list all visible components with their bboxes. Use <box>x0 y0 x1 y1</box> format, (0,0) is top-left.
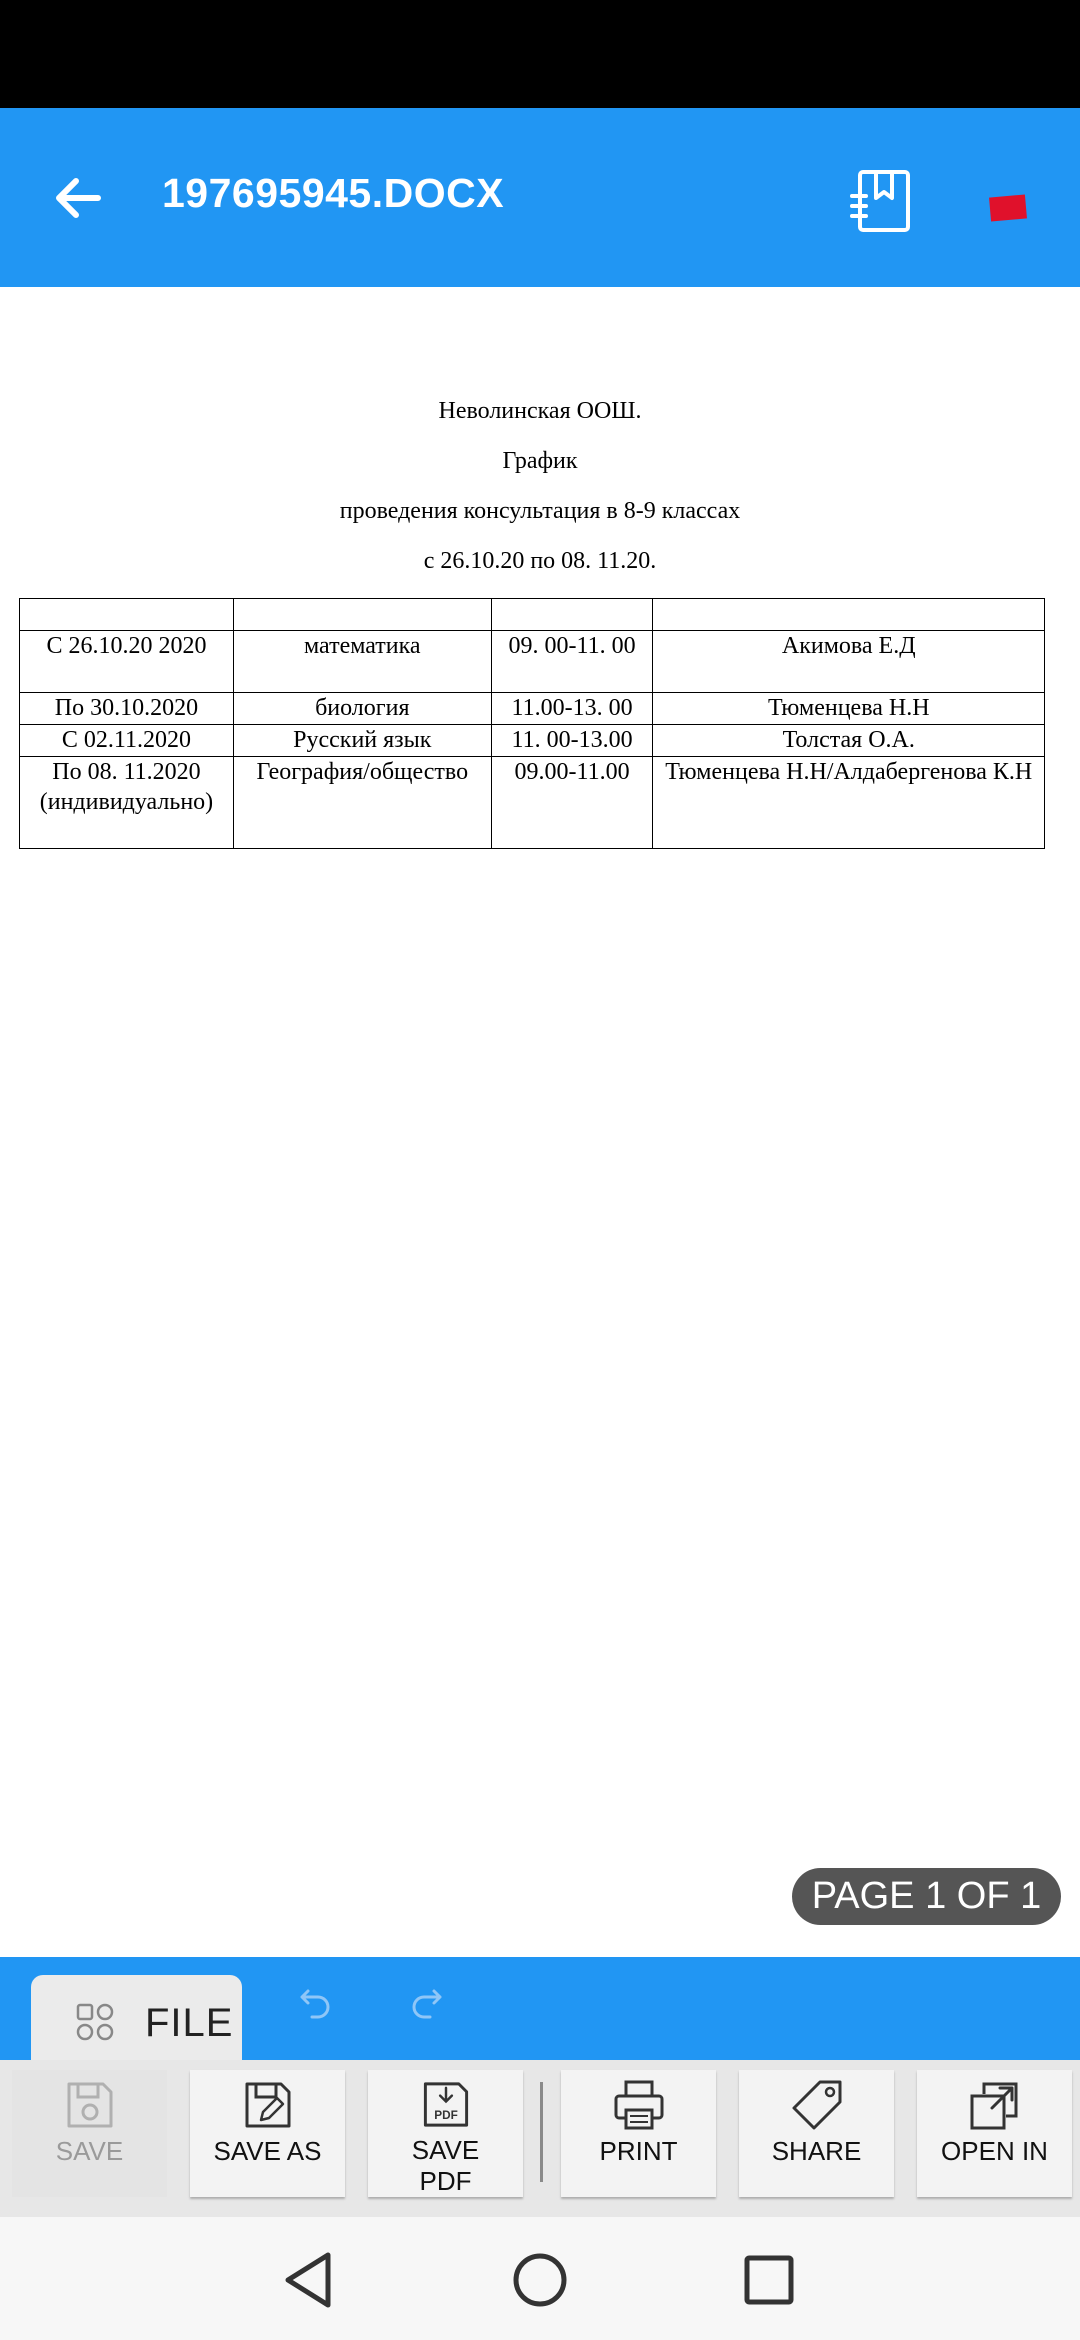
bookmark-list-icon <box>846 166 918 238</box>
table-cell <box>491 599 653 631</box>
app-bar <box>0 108 1080 287</box>
table-cell: С 26.10.20 2020 <box>20 631 234 693</box>
open-in-label: OPEN IN <box>941 2136 1048 2166</box>
nav-back-icon[interactable] <box>274 2245 344 2315</box>
table-cell <box>20 599 234 631</box>
table-row <box>20 757 1045 849</box>
table-cell: 11.00-13. 00 <box>491 693 653 725</box>
nav-home-icon[interactable] <box>505 2245 575 2315</box>
table-cell: Тюменцева Н.Н <box>653 693 1045 725</box>
table-cell: По 08. 11.2020 (индивидуально) <box>20 757 234 849</box>
redo-icon[interactable] <box>406 1981 446 2021</box>
print-label: PRINT <box>599 2136 678 2166</box>
table-cell <box>233 599 491 631</box>
doc-subheading: проведения консультация в 8-9 классах <box>339 498 741 524</box>
nav-recents-icon[interactable] <box>734 2245 804 2315</box>
doc-heading: График <box>502 448 578 474</box>
tab-bar <box>0 1957 1080 2060</box>
back-button[interactable] <box>38 158 118 238</box>
table-cell: География/общество <box>233 757 491 849</box>
table-cell: Тюменцева Н.Н/Алдабергенова К.Н <box>653 757 1045 849</box>
bookmark-button[interactable] <box>846 166 918 238</box>
save-label: SAVE <box>55 2136 124 2166</box>
save-pdf-button[interactable] <box>368 2070 523 2197</box>
system-nav-bar <box>0 2217 1080 2340</box>
doc-date-range: с 26.10.20 по 08. 11.20. <box>423 548 657 574</box>
table-row <box>20 631 1045 693</box>
file-tab[interactable] <box>31 1975 242 2065</box>
table-row <box>20 725 1045 757</box>
table-cell: Акимова Е.Д <box>653 631 1045 693</box>
red-marker-icon[interactable] <box>989 194 1027 221</box>
table-cell: 11. 00-13.00 <box>491 725 653 757</box>
arrow-left-icon <box>50 170 106 226</box>
undo-icon[interactable] <box>296 1981 336 2021</box>
status-bar <box>0 0 1080 108</box>
open-in-icon <box>968 2078 1022 2132</box>
table-cell <box>653 599 1045 631</box>
document-title: 197695945.DOCX <box>162 170 505 216</box>
page-indicator: PAGE 1 OF 1 <box>792 1868 1061 1925</box>
table-cell: 09. 00-11. 00 <box>491 631 653 693</box>
save-as-icon <box>241 2078 295 2132</box>
file-grid-icon <box>75 2002 115 2042</box>
table-row <box>20 693 1045 725</box>
file-toolbar <box>0 2060 1080 2217</box>
table-row <box>20 599 1045 631</box>
doc-school-name: Неволинская ООШ. <box>438 398 642 424</box>
table-cell: По 30.10.2020 <box>20 693 234 725</box>
schedule-table <box>19 598 1045 849</box>
table-cell: биология <box>233 693 491 725</box>
file-tab-label: FILE <box>145 2001 234 2045</box>
save-pdf-label: SAVE PDF <box>411 2135 480 2196</box>
share-label: SHARE <box>771 2136 862 2166</box>
svg-text:PDF: PDF <box>433 2109 458 2123</box>
save-icon <box>63 2078 117 2132</box>
save-as-button[interactable] <box>190 2070 345 2197</box>
print-icon <box>612 2078 666 2132</box>
share-button[interactable] <box>739 2070 894 2197</box>
table-cell: Толстая О.А. <box>653 725 1045 757</box>
table-cell: Русский язык <box>233 725 491 757</box>
save-button[interactable] <box>12 2070 167 2197</box>
print-button[interactable] <box>561 2070 716 2197</box>
toolbar-divider <box>540 2082 543 2182</box>
open-in-button[interactable] <box>917 2070 1072 2197</box>
save-pdf-icon <box>419 2078 473 2131</box>
share-icon <box>790 2078 844 2132</box>
table-cell: С 02.11.2020 <box>20 725 234 757</box>
table-cell: 09.00-11.00 <box>491 757 653 849</box>
save-as-label: SAVE AS <box>213 2136 322 2166</box>
table-cell: математика <box>233 631 491 693</box>
document-page <box>0 287 1080 1957</box>
